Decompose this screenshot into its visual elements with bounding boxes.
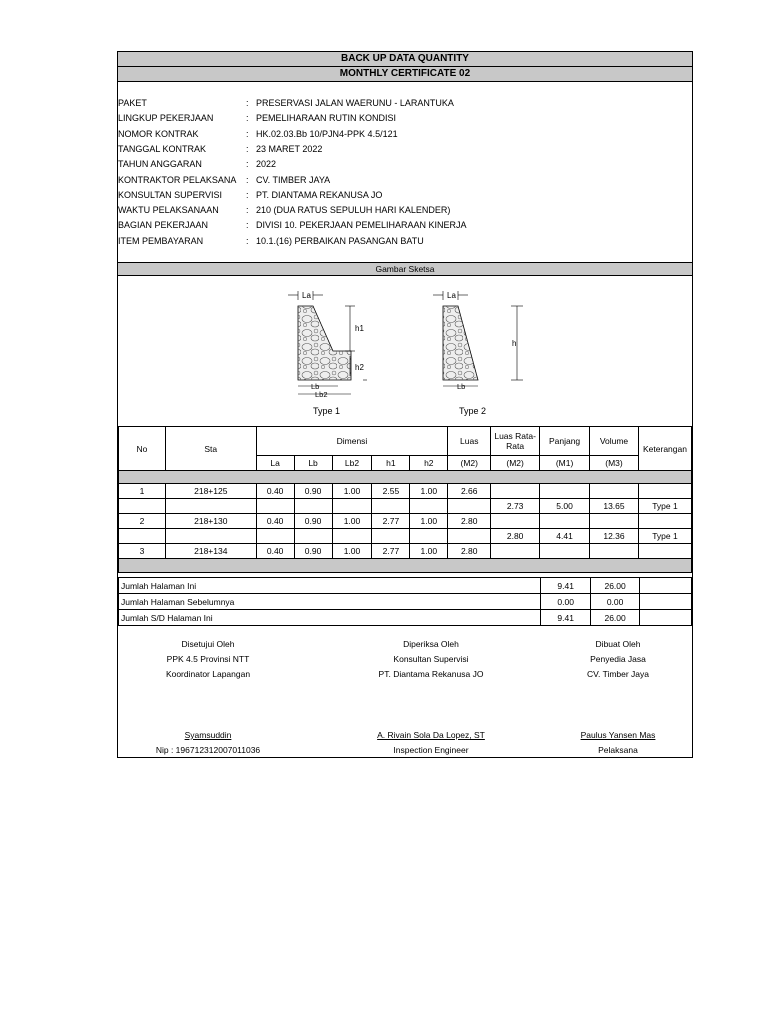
- cell-la: [256, 499, 294, 514]
- cell-luas: 2.80: [448, 514, 491, 529]
- summary-volume: 26.00: [591, 610, 640, 626]
- sig-right-name: Paulus Yansen Mas: [580, 730, 656, 740]
- summary-label: Jumlah S/D Halaman Ini: [119, 610, 541, 626]
- cell-luas: 2.80: [448, 544, 491, 559]
- info-key: BAGIAN PEKERJAAN: [118, 220, 209, 231]
- summary-row: [119, 594, 692, 610]
- type1-lb2-label: Lb2: [315, 390, 328, 399]
- cell-volume: 12.36: [590, 529, 639, 544]
- info-key: TANGGAL KONTRAK: [118, 143, 207, 154]
- col-panjang-unit: (M1): [540, 456, 590, 471]
- info-key: LINGKUP PEKERJAAN: [118, 113, 214, 124]
- sheet-title: BACK UP DATA QUANTITY: [118, 52, 692, 67]
- sheet-subtitle: MONTHLY CERTIFICATE 02: [118, 67, 692, 82]
- col-no-header: No: [119, 427, 166, 471]
- cell-no: 2: [119, 514, 166, 529]
- table-row: [119, 484, 692, 499]
- info-value: 2022: [256, 159, 277, 170]
- cell-la: 0.40: [256, 514, 294, 529]
- sig-center-title: Inspection Engineer: [393, 745, 469, 755]
- cell-ket: [638, 514, 691, 529]
- info-value: 210 (DUA RATUS SEPULUH HARI KALENDER): [256, 205, 451, 216]
- sig-center-role: Diperiksa Oleh: [403, 639, 459, 649]
- sig-center-name: A. Rivain Sola Da Lopez, ST: [377, 730, 485, 740]
- shaded-spacer-row: [119, 559, 692, 573]
- info-key: PAKET: [118, 98, 147, 108]
- col-luas-rata-header: Luas Rata-Rata: [491, 427, 540, 456]
- summary-panjang: 0.00: [541, 594, 591, 610]
- cell-ket: [638, 484, 691, 499]
- cell-lb: 0.90: [294, 484, 332, 499]
- cell-volume: [590, 514, 639, 529]
- table-row: [119, 514, 692, 529]
- cell-lb: 0.90: [294, 544, 332, 559]
- type1-caption: Type 1: [313, 406, 341, 416]
- signature-left: [138, 637, 278, 758]
- info-colon: :: [246, 98, 249, 108]
- info-colon: :: [246, 220, 249, 231]
- info-value: DIVISI 10. PEKERJAAN PEMELIHARAAN KINERJA: [256, 220, 467, 231]
- table-row: [119, 544, 692, 559]
- cell-la: [256, 529, 294, 544]
- col-panjang-header: Panjang: [540, 427, 590, 456]
- info-colon: :: [246, 235, 249, 246]
- signature-right: [558, 637, 678, 758]
- cell-lb2: [332, 529, 372, 544]
- col-h2-header: h2: [410, 456, 448, 471]
- cell-rata: 2.80: [491, 529, 540, 544]
- sig-left-position: Koordinator Lapangan: [165, 669, 251, 679]
- cell-rata: 2.73: [491, 499, 540, 514]
- cell-panjang: 4.41: [540, 529, 590, 544]
- info-key: TAHUN ANGGARAN: [118, 159, 202, 170]
- cell-sta: [165, 499, 256, 514]
- cell-luas: [448, 529, 491, 544]
- cell-h2: [410, 499, 448, 514]
- table-row: [119, 499, 692, 514]
- info-value: PRESERVASI JALAN WAERUNU - LARANTUKA: [256, 98, 454, 108]
- table-row: [119, 529, 692, 544]
- info-key: KONSULTAN SUPERVISI: [118, 189, 223, 200]
- col-luas-unit: (M2): [448, 456, 491, 471]
- sig-right-org: Penyedia Jasa: [590, 654, 646, 664]
- cell-sta: 218+125: [165, 484, 256, 499]
- sig-left-name: Syamsuddin: [184, 730, 232, 740]
- info-value: 23 MARET 2022: [256, 143, 323, 154]
- info-colon: :: [246, 174, 249, 185]
- col-lb2-header: Lb2: [332, 456, 372, 471]
- type1-shape: [288, 291, 367, 394]
- type1-h1-label: h1: [355, 324, 364, 333]
- sig-left-org: PPK 4.5 Provinsi NTT: [166, 654, 250, 664]
- summary-volume: 26.00: [591, 578, 640, 594]
- info-value: PT. DIANTAMA REKANUSA JO: [256, 189, 383, 200]
- summary-empty: [640, 610, 692, 626]
- sig-right-title: Pelaksana: [598, 745, 638, 755]
- sig-left-nip: Nip : 196712312007011036: [155, 745, 261, 755]
- type1-lb-label: Lb: [311, 382, 320, 391]
- cell-ket: Type 1: [638, 499, 691, 514]
- cell-no: [119, 499, 166, 514]
- cell-panjang: 5.00: [540, 499, 590, 514]
- cell-no: [119, 529, 166, 544]
- cell-h2: 1.00: [410, 514, 448, 529]
- info-value: CV. TIMBER JAYA: [256, 174, 331, 185]
- cell-panjang: [540, 484, 590, 499]
- cell-volume: [590, 484, 639, 499]
- data-quantity-sheet: [117, 51, 693, 758]
- summary-panjang: 9.41: [541, 610, 591, 626]
- info-colon: :: [246, 128, 249, 139]
- sketch-band: Gambar Sketsa: [118, 262, 692, 276]
- cell-h1: 2.77: [372, 544, 410, 559]
- type2-lb-label: Lb: [457, 382, 466, 391]
- info-value: PEMELIHARAAN RUTIN KONDISI: [256, 113, 397, 124]
- cell-h1: 2.77: [372, 514, 410, 529]
- cell-luas: 2.66: [448, 484, 491, 499]
- cell-no: 3: [119, 544, 166, 559]
- sketch-drawing: [283, 286, 553, 421]
- cell-lb: 0.90: [294, 514, 332, 529]
- cell-la: 0.40: [256, 484, 294, 499]
- cell-volume: [590, 544, 639, 559]
- col-la-header: La: [256, 456, 294, 471]
- col-dimensi-header: Dimensi: [256, 427, 448, 456]
- cell-sta: 218+134: [165, 544, 256, 559]
- cell-rata: [491, 514, 540, 529]
- col-sta-header: Sta: [165, 427, 256, 471]
- summary-label: Jumlah Halaman Sebelumnya: [119, 594, 541, 610]
- cell-la: 0.40: [256, 544, 294, 559]
- info-colon: :: [246, 189, 249, 200]
- cell-rata: [491, 484, 540, 499]
- type2-h-label: h: [512, 339, 517, 348]
- signature-center: [351, 637, 511, 758]
- cell-lb2: 1.00: [332, 484, 372, 499]
- type1-h2-label: h2: [355, 363, 364, 372]
- cell-luas: [448, 499, 491, 514]
- col-lb-header: Lb: [294, 456, 332, 471]
- cell-lb: [294, 499, 332, 514]
- info-key: ITEM PEMBAYARAN: [118, 235, 204, 246]
- cell-lb2: 1.00: [332, 514, 372, 529]
- cell-h2: 1.00: [410, 484, 448, 499]
- cell-lb2: 1.00: [332, 544, 372, 559]
- quantity-table: [118, 426, 692, 573]
- summary-empty: [640, 578, 692, 594]
- sig-center-org: Konsultan Supervisi: [393, 654, 469, 664]
- info-key: KONTRAKTOR PELAKSANA: [118, 174, 237, 185]
- sig-center-position: PT. Diantama Rekanusa JO: [378, 669, 484, 679]
- cell-h1: [372, 529, 410, 544]
- summary-label: Jumlah Halaman Ini: [119, 578, 541, 594]
- summary-row: [119, 578, 692, 594]
- cell-no: 1: [119, 484, 166, 499]
- summary-volume: 0.00: [591, 594, 640, 610]
- info-key: NOMOR KONTRAK: [118, 128, 199, 139]
- summary-panjang: 9.41: [541, 578, 591, 594]
- cell-h1: 2.55: [372, 484, 410, 499]
- cell-ket: Type 1: [638, 529, 691, 544]
- shaded-spacer-row: [119, 471, 692, 484]
- info-colon: :: [246, 143, 249, 154]
- type2-la-label: La: [447, 291, 456, 300]
- col-luas-rata-unit: (M2): [491, 456, 540, 471]
- cell-rata: [491, 544, 540, 559]
- info-colon: :: [246, 113, 249, 124]
- col-volume-header: Volume: [590, 427, 639, 456]
- cell-panjang: [540, 514, 590, 529]
- col-keterangan-header: Keterangan: [638, 427, 691, 471]
- summary-row: [119, 610, 692, 626]
- cell-h1: [372, 499, 410, 514]
- type1-la-label: La: [302, 291, 311, 300]
- cell-volume: 13.65: [590, 499, 639, 514]
- cell-h2: [410, 529, 448, 544]
- cell-sta: 218+130: [165, 514, 256, 529]
- col-luas-header: Luas: [448, 427, 491, 456]
- col-h1-header: h1: [372, 456, 410, 471]
- col-volume-unit: (M3): [590, 456, 639, 471]
- cell-panjang: [540, 544, 590, 559]
- cell-lb2: [332, 499, 372, 514]
- type2-caption: Type 2: [459, 406, 487, 416]
- info-value: 10.1.(16) PERBAIKAN PASANGAN BATU: [256, 235, 424, 246]
- summary-empty: [640, 594, 692, 610]
- sig-left-role: Disetujui Oleh: [181, 639, 235, 649]
- sig-right-role: Dibuat Oleh: [595, 639, 641, 649]
- info-colon: :: [246, 205, 249, 216]
- cell-sta: [165, 529, 256, 544]
- info-key: WAKTU PELAKSANAAN: [118, 205, 219, 216]
- cell-h2: 1.00: [410, 544, 448, 559]
- cell-lb: [294, 529, 332, 544]
- type2-shape: [433, 291, 523, 386]
- summary-table: [118, 577, 692, 626]
- info-colon: :: [246, 159, 249, 170]
- sig-right-position: CV. Timber Jaya: [586, 669, 650, 679]
- info-value: HK.02.03.Bb 10/PJN4-PPK 4.5/121: [256, 128, 398, 139]
- cell-ket: [638, 544, 691, 559]
